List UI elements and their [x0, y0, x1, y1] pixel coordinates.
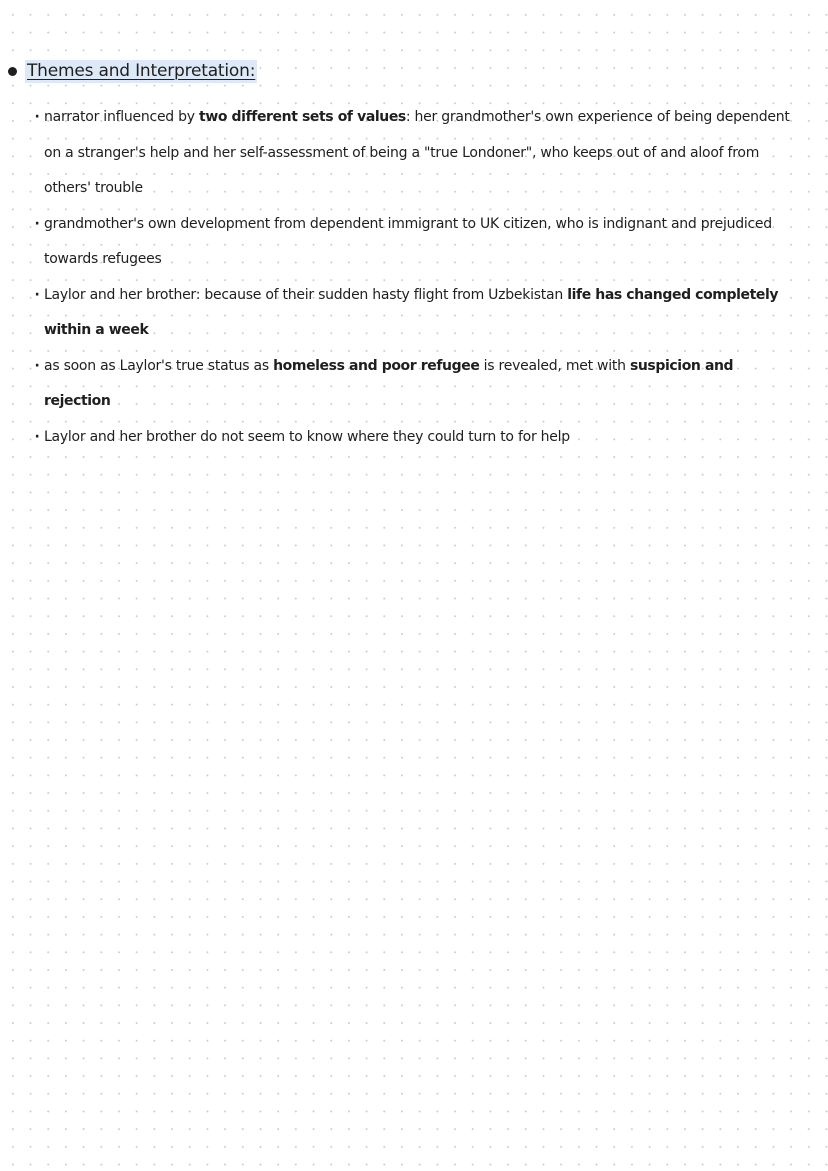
note-text: narrator influenced by — [44, 109, 200, 125]
bullet-icon: · — [34, 109, 40, 125]
note-item — [33, 100, 803, 207]
note-text: Laylor and her brother do not seem to know where they could turn to for help — [44, 428, 570, 445]
emphasized-text: suspicion and rejection — [44, 357, 734, 409]
note-text: is revealed, met with — [479, 357, 630, 374]
note-item — [33, 278, 803, 349]
emphasized-text: homeless and poor refugee — [273, 357, 480, 374]
bullet-icon: · — [34, 286, 40, 303]
heading-title: Themes and Interpretation: — [27, 61, 256, 81]
bullet-icon: · — [34, 215, 40, 232]
emphasized-text: two different sets of values — [199, 109, 406, 125]
section-heading — [8, 60, 257, 83]
note-item — [33, 207, 803, 278]
notes-list — [33, 100, 803, 455]
note-item — [33, 349, 803, 420]
bullet-icon — [8, 67, 17, 76]
note-text: : her grandmother's own experience of being dependent on a stranger's help and her self-assessment of being a "true Londoner", who keeps out of and aloof from others' trouble — [44, 109, 790, 196]
note-item — [33, 420, 803, 456]
bullet-icon: · — [34, 357, 40, 374]
note-text: grandmother's own development from dependent immigrant to UK citizen, who is indignant and prejudiced towards refugees — [44, 215, 772, 267]
emphasized-text: life has changed completely within a week — [44, 286, 779, 338]
note-text: Laylor and her brother: because of their sudden hasty flight from Uzbekistan — [44, 286, 568, 303]
note-text: as soon as Laylor's true status as — [44, 357, 274, 374]
bullet-icon: · — [34, 428, 40, 445]
